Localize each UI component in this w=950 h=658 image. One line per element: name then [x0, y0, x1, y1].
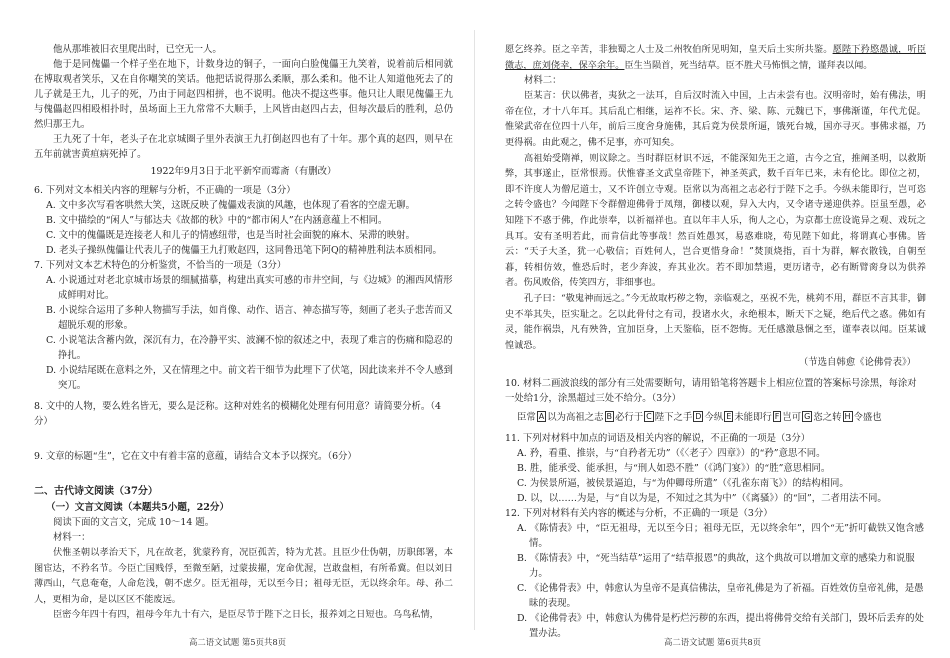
question-6-option-a: A. 文中多次写看客哄然大笑，这既反映了傀儡戏表演的风趣，也体现了看客的空虚无聊。: [46, 200, 415, 211]
break-mark-f[interactable]: F: [774, 412, 780, 422]
material-1-paragraph: 臣密今年四十有四，祖母今年九十有六，是臣尽节于陛下之日长，报养刘之日短也。乌鸟私情，: [53, 609, 439, 621]
question-12-option-d: D. 《论佛骨表》中，韩愈认为佛骨是朽烂污秽的东西，提出将佛骨交给有关部门，毁坏后丢弃的处置办法。: [517, 613, 924, 640]
punct-segment: 陛下之手: [654, 412, 693, 424]
question-7-option-d: D. 小说结尾既在意料之外，又在情理之中。前文若干细节为此埋下了伏笔，因此读来并不令人感到突兀。: [46, 365, 453, 391]
material-2-source: （节选自韩愈《论佛骨表》）: [798, 357, 916, 369]
right-page-footer: 高二语文试题 第6页共8页: [663, 637, 762, 647]
punct-segment: 今纵: [704, 412, 724, 424]
question-7-option-c: C. 小说笔法含蓄内敛，深沉有力，在冷静平实、波澜不惊的叙述之中，表现了难言的伤痛和隐忍的挣扎。: [46, 335, 453, 361]
question-7-option-b: B. 小说综合运用了多种人物描写手法，如肖像、动作、语言、神态描写等，刻画了老头子悲苦而又超脱乐观的形象。: [46, 305, 453, 331]
punct-segment: 岂可: [782, 412, 802, 424]
question-11-option-c: C. 为侯景所逼，被侯景逼迫，与“为仲卿母所遣”（《孔雀东南飞》）的结构相同。: [517, 478, 849, 490]
story-paragraph: 他于是同傀儡一个样子坐在地下，计数身边的铜子，一面向白脸傀儡王九笑着，说着前后相同就在博取观者笑乐，又在自你嘲笑的笑话。他把话说得那么柔顺，那么柔和。他不让人知道他死去了的儿子就是王九，儿子的死，乃由于同赵四相拼，也不说明。他决不提这些事。他只让人眼见傀儡王九与傀儡赵四相殴相扑时，虽场面上王九常常不大顺手，上风皆由赵四占去，但每次最后的胜利，总仍然归那王九。: [34, 59, 453, 130]
break-mark-a[interactable]: A: [538, 412, 545, 422]
break-mark-c[interactable]: C: [646, 412, 652, 422]
punct-segment: 恣之转: [813, 412, 842, 424]
question-9-stem: 9. 文章的标题“生”，它在文中有着丰富的意蕴，请结合文本予以探究。（6分）: [34, 451, 357, 462]
material-2-label: 材料二：: [524, 75, 562, 87]
question-7-stem: 7. 下列对文本艺术特色的分析鉴赏，不恰当的一项是（3分）: [34, 260, 287, 271]
question-6-option-d: D. 老头子操纵傀儡让代表儿子的傀儡王九打败赵四，这同鲁迅笔下阿Q的精神胜利法本质相同。: [46, 245, 442, 256]
question-11-stem: 11. 下列对材料中加点的词语及相关内容的解说，不正确的一项是（3分）: [505, 433, 811, 445]
question-12-option-a: A. 《陈情表》中，“臣无祖母，无以至今日；祖母无臣，无以终余年”，四个“无”折叮截铁又饱含感情。: [517, 523, 924, 550]
reading-instruction: 阅读下面的文言文，完成 10～14 题。: [53, 517, 215, 528]
question-11-option-b: B. 胜，能承受、能承担，与“刑人如恐不胜”（《鸿门宴》）的“胜”意思相同。: [517, 463, 831, 475]
section-2-heading: 二、古代诗文阅读（37分）: [34, 486, 158, 497]
material-2-paragraph: 高祖始受隋禅，则议除之。当时群臣材识不远，不能深知先王之道，古今之宜，推阐圣明，以救斯弊，其事遂止，臣常恨焉。伏惟睿圣文武皇帝陛下，神圣英武，数千百年已来，未有伦比。即位之初，即不许度人为僧尼道士，又不许创立寺观。臣常以为高祖之志必行于陛下之手。今纵未能即行，岂可恣之转令盛也？今闻陛下令群僧迎佛骨于凤翔，御楼以观，舁入大内，又令诸寺递迎供养。臣虽至愚，必知陛下不惑于佛，作此崇奉，以祈福祥也。直以年丰人乐，徇人之心，为京都士庶设诡异之观、戏玩之具耳。安有圣明若此，而肯信此等事哉！然百姓愚冥，易惑难晓，苟见陛下如此，将谓真心事佛。皆云：“天子大圣，犹一心敬信；百姓何人，岂合更惜身命！”焚顶烧指，百十为群，解衣散钱，自朝至暮，转相仿效，惟恐后时，老少奔波，弃其业次。若不即加禁遏，更历诸寺，必有断臂脔身以为供养者。伤风败俗，传笑四方，非细事也。: [505, 152, 926, 289]
story-paragraph: 他从那堆被旧衣里爬出时，已空无一人。: [53, 44, 222, 55]
material-1-underlined-sentence: 愿陛下矜愍愚诚，听臣微志，庶刘侥幸，保卒余年。: [505, 44, 926, 71]
punct-segment: 令盛也: [853, 412, 882, 424]
right-page: [475, 0, 950, 658]
question-6-option-c: C. 文中的傀儡既是连接老人和儿子的情感纽带，也是当时社会面貌的麻木、呆滞的映射。: [46, 230, 416, 241]
punct-segment: 以为高祖之志: [547, 412, 604, 424]
question-6-option-b: B. 文中描绘的“闲人”与郁达夫《故都的秋》中的“都市闲人”在内涵意蕴上不相同。: [46, 215, 388, 226]
story-paragraph: 王九死了十年，老头子在北京城圈子里外表演王九打倒赵四也有了十年。那个真的赵四，则早在五年前就害黄疸病死掉了。: [34, 134, 453, 160]
break-mark-e[interactable]: E: [726, 412, 732, 422]
punct-segment: 必行于: [615, 412, 644, 424]
question-10-punctuation-line: [517, 409, 926, 426]
question-11-option-a: A. 矜，看重、推崇，与“自矜者无功”（《〈老子〉四章》）的“矜”意思不同。: [517, 448, 826, 460]
left-page-footer: 高二语文试题 第5页共8页: [188, 637, 287, 647]
break-mark-h[interactable]: H: [844, 412, 851, 422]
material-2-paragraph: 臣某言：伏以佛者，夷狄之一法耳，自后汉时流入中国，上古未尝有也。汉明帝时，始有佛法，明帝在位，才十八年耳。其后乱亡相继，运祚不长。宋、齐、梁、陈、元魏已下，事佛渐谨，年代尤促。惟梁武帝在位四十八年，前后三度舍身施佛，其后竟为侯景所逼，饿死台城，国亦寻灭。事佛求福，乃更得祸。由此观之，佛不足事，亦可知矣。: [505, 90, 926, 148]
material-1-ending-text: 臣生当陨首，死当结草。臣不胜犬马怖惧之情，谨拜表以闻。: [624, 59, 873, 71]
material-2-paragraph: 孔子曰：“敬鬼神而远之。”今无故取朽秽之物，亲临观之，巫祝不先，桃茢不用，群臣不言其非，御史不举其失，臣实耻之。乞以此骨付之有司，投诸水火，永绝根本，断天下之疑，绝后代之惑。佛如有灵，能作祸祟，凡有殃咎，宜加臣身，上天鉴临，臣不怨悔。无任感激恳悃之至，谨奉表以闻。臣某诚惶诚恐。: [505, 292, 926, 351]
question-12-option-b: B. 《陈情表》中，“死当结草”运用了“结草报恩”的典故，这个典故可以增加文章的感染力和说服力。: [517, 553, 915, 580]
question-11-option-d: D. 以，以……为是，与“自以为是，不知过之其为中”（《离骚》）的“回”，二者用法不同。: [517, 493, 887, 505]
punct-segment: 臣常: [517, 412, 536, 424]
question-7-option-a: A. 小说通过对老北京城市场景的细腻描摹，构建出真实可感的市井空间，与《边城》的湘西风情形成鲜明对比。: [46, 275, 453, 301]
material-1-ending: [505, 42, 926, 73]
subsection-classical-heading: （一）文言文阅读（本题共5小题，22分）: [46, 502, 230, 513]
question-8-stem: 8. 文中的人物，要么姓名皆无，要么是泛称。这种对姓名的模糊化处理有何用意？请简要分析。（4分）: [34, 401, 441, 427]
break-mark-b[interactable]: B: [606, 412, 613, 422]
punct-segment: 未能即行: [734, 412, 772, 424]
break-mark-d[interactable]: D: [695, 412, 702, 422]
story-source: 1922年9月3日于北平新窄而霉斋（有删改）: [150, 166, 337, 177]
question-10-stem: 10. 材料二画波浪线的部分有三处需要断句，请用铅笔将答题卡上相应位置的答案标号涂黑，每涂对一处给1分，涂黑超过三处不给分。（3分）: [505, 378, 917, 405]
material-1-label: 材料一：: [53, 532, 91, 543]
question-6-stem: 6. 下列对文本相关内容的理解与分析，不正确的一项是（3分）: [34, 185, 296, 196]
question-12-stem: 12. 下列对材料有关内容的概述与分析，不正确的一项是（3分）: [505, 508, 773, 520]
break-mark-g[interactable]: G: [804, 412, 811, 422]
material-1-paragraph: 伏惟圣朝以孝治天下，凡在故老，犹蒙矜育，况臣孤苦，特为尤甚。且臣少仕伪朝，历职郎署，本图宦达，不矜名节。今臣亡国贱俘，至微至陋，过蒙拔擢，宠命优渥，岂敢盘桓，有所希冀。但以刘日薄西山，气息奄奄，人命危浅，朝不虑夕。臣无祖母，无以至今日；祖母无臣，无以终余年。母、孙二人，更相为命，是以区区不能废远。: [34, 547, 453, 605]
material-1-ending-text: 愿乞终养。臣之辛苦，非独蜀之人士及二州牧伯所见明知，皇天后土实所共鉴。: [505, 44, 833, 55]
question-12-option-c: C. 《论佛骨表》中，韩愈认为皇帝不是真信佛法，皇帝礼佛是为了祈福。百姓效仿皇帝礼佛，是愚昧的表现。: [517, 583, 924, 610]
